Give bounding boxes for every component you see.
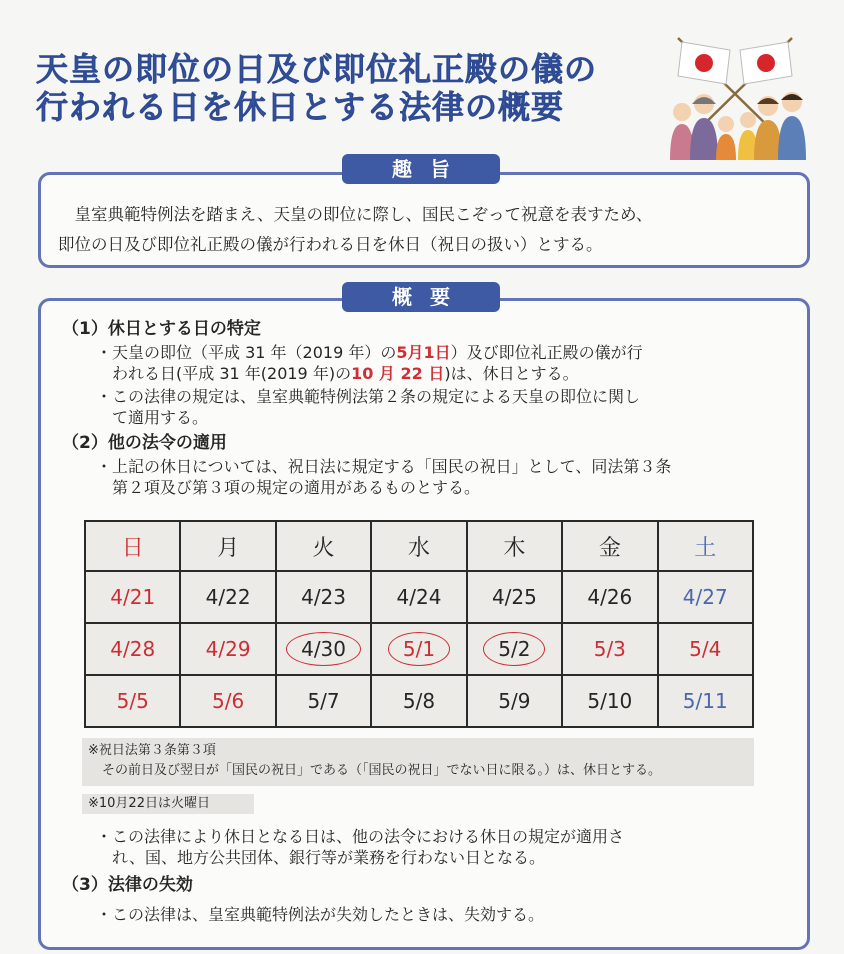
calendar-day-circled <box>467 623 562 675</box>
circled-date: 4/30 <box>286 632 361 666</box>
calendar-day: 4/27 <box>658 571 753 623</box>
weekday-tue: 火 <box>276 521 371 571</box>
page-title <box>36 50 646 126</box>
section-1-bullet-1-line-2 <box>96 363 786 384</box>
calendar-day: 5/7 <box>276 675 371 727</box>
section-1-bullet-2 <box>96 386 786 428</box>
section-1-bullet-1 <box>96 342 786 384</box>
calendar-day: 5/11 <box>658 675 753 727</box>
section-2-bullet-1-line-2: 第２項及び第３項の規定の適用があるものとする。 <box>112 478 481 497</box>
weekday-sat: 土 <box>658 521 753 571</box>
weekday-fri: 金 <box>562 521 657 571</box>
calendar-day: 5/5 <box>85 675 180 727</box>
circled-date: 5/2 <box>483 632 545 666</box>
section-2-bullet-1-line-1: ・上記の休日については、祝日法に規定する「国民の祝日」として、同法第３条 <box>96 457 672 476</box>
enthronement-date: 5月1日 <box>396 343 451 362</box>
section-3-bullet-1: ・この法律は、皇室典範特例法が失効したときは、失効する。 <box>96 905 545 924</box>
calendar-day: 4/24 <box>371 571 466 623</box>
calendar-week-2 <box>85 623 753 675</box>
circled-date: 5/1 <box>388 632 450 666</box>
calendar-day: 5/3 <box>562 623 657 675</box>
note-1-line-2: その前日及び翌日が「国民の祝日」である（「国民の祝日」でない日に限る。）は、休日とする。 <box>102 763 662 778</box>
calendar-day: 4/29 <box>180 623 275 675</box>
section-2-bullet-2-line-2: れ、国、地方公共団体、銀行等が業務を行わない日となる。 <box>112 848 545 867</box>
purpose-tab: 趣旨 <box>342 154 500 184</box>
calendar-day: 4/21 <box>85 571 180 623</box>
text-segment: われる日(平成 31 年(2019 年)の <box>112 364 352 383</box>
calendar-day: 5/4 <box>658 623 753 675</box>
weekday-sun: 日 <box>85 521 180 571</box>
section-1-bullet-2-line-2: て適用する。 <box>112 408 209 427</box>
text-segment: )は、休日とする。 <box>444 364 579 383</box>
calendar-week-1 <box>85 571 753 623</box>
section-2-bullet-2 <box>96 826 786 868</box>
section-1-bullet-2-line-1: ・この法律の規定は、皇室典範特例法第２条の規定による天皇の即位に関し <box>96 387 641 406</box>
section-2-bullet-2-line-1: ・この法律により休日となる日は、他の法令における休日の規定が適用さ <box>96 827 625 846</box>
purpose-text <box>58 200 788 260</box>
calendar-day: 5/9 <box>467 675 562 727</box>
calendar-day-circled <box>276 623 371 675</box>
purpose-line-2: 即位の日及び即位礼正殿の儀が行われる日を休日（祝日の扱い）とする。 <box>58 235 603 254</box>
section-1-bullet-1-line-1 <box>96 342 786 363</box>
calendar-day: 4/23 <box>276 571 371 623</box>
weekday-mon: 月 <box>180 521 275 571</box>
text-segment: ）及び即位礼正殿の儀が行 <box>450 343 643 362</box>
note-1-line-1: ※祝日法第３条第３項 <box>88 743 216 758</box>
purpose-line-1: 皇室典範特例法を踏まえ、天皇の即位に際し、国民こぞって祝意を表すため、 <box>58 205 653 224</box>
section-3-heading: （3）法律の失効 <box>62 875 193 895</box>
note-2: ※10月22日は火曜日 <box>88 796 210 811</box>
calendar-day: 5/10 <box>562 675 657 727</box>
weekday-wed: 水 <box>371 521 466 571</box>
weekday-thu: 木 <box>467 521 562 571</box>
title-line-1: 天皇の即位の日及び即位礼正殿の儀の <box>36 50 598 88</box>
calendar-day: 4/25 <box>467 571 562 623</box>
section-2-bullet-1 <box>96 456 786 498</box>
family-flags-illustration <box>660 32 810 160</box>
calendar-day: 5/6 <box>180 675 275 727</box>
ceremony-date: 10 月 22 日 <box>351 364 445 383</box>
calendar-week-3 <box>85 675 753 727</box>
summary-tab: 概要 <box>342 282 500 312</box>
calendar-day: 4/28 <box>85 623 180 675</box>
text-segment: ・天皇の即位（平成 31 年（2019 年）の <box>96 343 397 362</box>
calendar-day: 4/26 <box>562 571 657 623</box>
calendar-day: 4/22 <box>180 571 275 623</box>
section-2-heading: （2）他の法令の適用 <box>62 433 227 453</box>
title-line-2: 行われる日を休日とする法律の概要 <box>36 88 565 126</box>
calendar-day-circled <box>371 623 466 675</box>
holiday-calendar <box>84 520 754 728</box>
calendar-header-row <box>85 521 753 571</box>
section-1-heading: （1）休日とする日の特定 <box>62 319 261 339</box>
calendar-day: 5/8 <box>371 675 466 727</box>
